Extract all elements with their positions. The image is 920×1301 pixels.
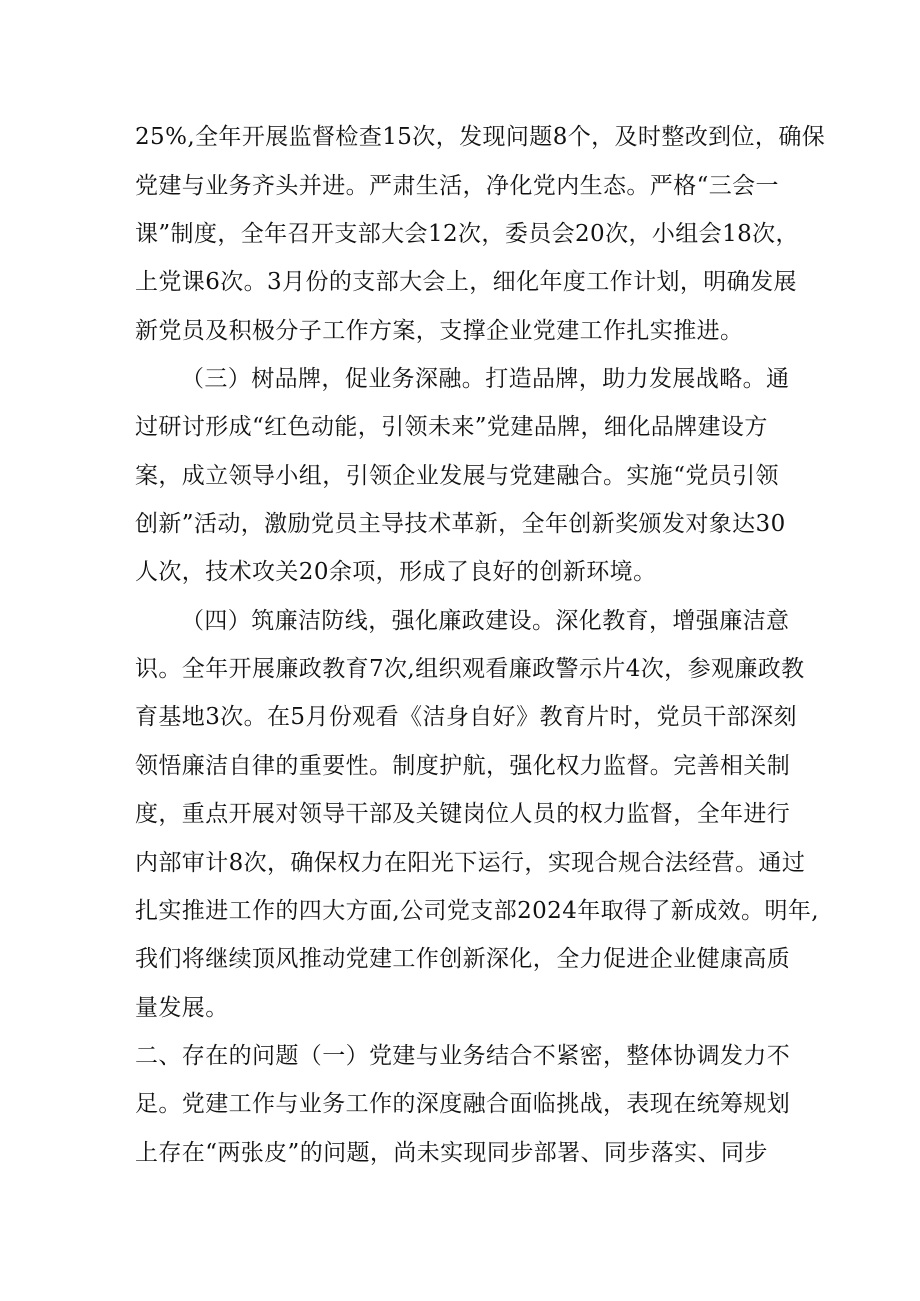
text-line: 领悟廉洁自律的重要性。制度护航，强化权力监督。完善相关制 — [135, 753, 791, 779]
text-line: 新党员及积极分子工作方案，支撑企业党建工作扎实推进。 — [135, 318, 744, 344]
section-heading-problems: 二、存在的问题（一）党建与业务结合不紧密，整体协调发力不 — [135, 1043, 791, 1069]
section-heading-4: （四）筑廉洁防线，强化廉政建设。深化教育，增强廉洁意 — [181, 608, 790, 634]
text-line: 内部审计8次，确保权力在阳光下运行，实现合规合法经营。通过 — [135, 850, 806, 876]
text-line: 创新”活动，激励党员主导技术革新，全年创新奖颁发对象达30 — [135, 511, 786, 537]
text-line: 育基地3次。在5月份观看《洁身自好》教育片时，党员干部深刻 — [135, 704, 797, 730]
text-line: 足。党建工作与业务工作的深度融合面临挑战，表现在统筹规划 — [135, 1091, 791, 1117]
text-line: 度，重点开展对领导干部及关键岗位人员的权力监督，全年进行 — [135, 801, 791, 827]
text-line: 课”制度，全年召开支部大会12次，委员会20次，小组会18次， — [135, 221, 799, 247]
text-line: 25%,全年开展监督检查15次，发现问题8个，及时整改到位，确保 — [135, 124, 826, 150]
text-line: 识。全年开展廉政教育7次,组织观看廉政警示片4次，参观廉政教 — [135, 656, 805, 682]
text-line: 扎实推进工作的四大方面,公司党支部2024年取得了新成效。明年, — [135, 898, 819, 924]
text-line: 上党课6次。3月份的支部大会上，细化年度工作计划，明确发展 — [135, 269, 797, 295]
text-line: 过研讨形成“红色动能，引领未来”党建品牌，细化品牌建设方 — [135, 414, 768, 440]
section-heading-3: （三）树品牌，促业务深融。打造品牌，助力发展战略。通 — [181, 366, 790, 392]
text-line: 人次，技术攻关20余项，形成了良好的创新环境。 — [135, 559, 657, 585]
text-line: 案，成立领导小组，引领企业发展与党建融合。实施“党员引领 — [135, 463, 779, 489]
text-line: 党建与业务齐头并进。严肃生活，净化党内生态。严格“三会一 — [135, 173, 779, 199]
text-line: 我们将继续顶风推动党建工作创新深化，全力促进企业健康高质 — [135, 946, 791, 972]
text-line: 量发展。 — [135, 995, 229, 1021]
text-line: 上存在“两张皮”的问题，尚未实现同步部署、同步落实、同步 — [135, 1140, 768, 1166]
